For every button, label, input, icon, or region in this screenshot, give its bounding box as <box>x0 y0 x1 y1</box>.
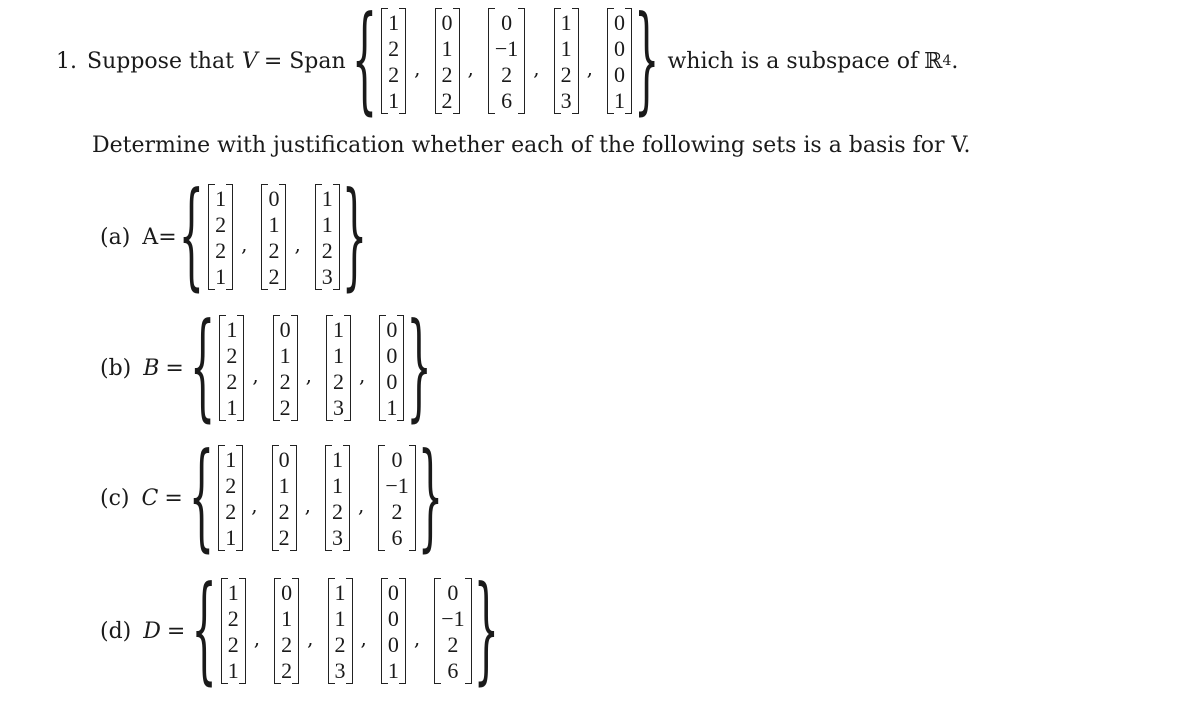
set-name: A <box>142 224 159 250</box>
vector-entry: 0 <box>614 10 625 35</box>
right-brace: } <box>634 0 660 128</box>
span-set <box>351 0 660 128</box>
problem-number: 1. <box>56 48 77 74</box>
separator-comma: , <box>467 56 474 80</box>
column-vector <box>315 184 340 290</box>
column-vector <box>221 578 246 684</box>
vector-entry: 0 <box>391 447 403 472</box>
column-vector <box>381 8 406 114</box>
vector-entry: 3 <box>331 525 343 550</box>
vector-entry: −1 <box>441 606 465 631</box>
separator-comma: , <box>414 56 421 80</box>
vector-entry: 3 <box>334 658 346 683</box>
part-c <box>100 431 444 565</box>
vector-entry: 1 <box>331 447 343 472</box>
vector-entry: 0 <box>281 580 293 605</box>
column-vector <box>328 578 353 684</box>
vector-entry: 3 <box>560 88 572 113</box>
vector-entry: 1 <box>278 473 290 498</box>
vector-entry: 1 <box>226 317 238 342</box>
vector-entry: 2 <box>560 62 572 87</box>
column-vector <box>208 184 233 290</box>
space-exponent: 4 <box>942 53 952 69</box>
separator-comma: , <box>307 626 314 650</box>
vector-entry: 0 <box>501 10 513 35</box>
set-b-vectors <box>189 301 432 435</box>
space-symbol: ℝ <box>924 48 943 74</box>
vector-entry: 2 <box>268 264 280 289</box>
vector-entry: 1 <box>388 10 400 35</box>
part-label: (d) <box>100 618 132 644</box>
var-v: V <box>241 48 258 74</box>
vector-entry: 0 <box>441 10 453 35</box>
vector-entry: 2 <box>501 62 513 87</box>
vector-entry: 2 <box>333 369 345 394</box>
vector-entry: 6 <box>447 658 459 683</box>
vector-entry: 2 <box>391 499 403 524</box>
vector-entry: 2 <box>227 632 239 657</box>
vector-entry: 2 <box>388 62 400 87</box>
vector-entry: 1 <box>268 212 280 237</box>
column-vector <box>554 8 579 114</box>
part-d <box>100 564 500 698</box>
part-b <box>100 301 432 435</box>
vector-entry: 0 <box>278 447 290 472</box>
equals-span: = Span <box>263 48 346 74</box>
period: . <box>951 48 959 74</box>
vector-entry: 2 <box>215 238 227 263</box>
vector-entry: 0 <box>279 317 291 342</box>
problem-statement <box>56 0 959 128</box>
vector-entry: 0 <box>386 317 398 342</box>
separator-comma: , <box>533 56 540 80</box>
vector-entry: 1 <box>215 264 227 289</box>
set-equals: = <box>165 355 184 381</box>
separator-comma: , <box>294 232 301 256</box>
vector-entry: 2 <box>281 658 293 683</box>
column-vector <box>261 184 286 290</box>
vector-entry: 1 <box>321 212 333 237</box>
separator-comma: , <box>251 493 258 517</box>
vector-entry: 2 <box>278 499 290 524</box>
vector-entry: 2 <box>388 36 400 61</box>
vector-entry: 2 <box>331 499 343 524</box>
set-name: C <box>141 485 159 511</box>
vector-entry: −1 <box>494 36 519 61</box>
set-name: D <box>143 618 161 644</box>
vector-entry: 2 <box>226 343 238 368</box>
vector-entry: 6 <box>501 88 513 113</box>
vector-entry: 1 <box>387 658 399 683</box>
vector-entry: 2 <box>441 88 453 113</box>
vector-entry: 0 <box>387 632 399 657</box>
vector-entry: 1 <box>215 186 227 211</box>
column-vector <box>218 445 243 551</box>
vector-entry: 1 <box>279 343 291 368</box>
part-a <box>100 170 368 304</box>
vector-entry: 2 <box>447 632 459 657</box>
vector-entry: 1 <box>334 580 346 605</box>
left-brace: { <box>351 0 378 128</box>
column-vector <box>379 315 404 421</box>
left-brace: { <box>191 564 217 698</box>
vector-entry: 1 <box>560 36 572 61</box>
separator-comma: , <box>241 232 248 256</box>
vector-entry: 2 <box>441 62 453 87</box>
vector-entry: 2 <box>225 473 237 498</box>
vector-entry: 1 <box>281 606 293 631</box>
subspace-text: which is a subspace of <box>667 48 919 74</box>
vector-entry: 2 <box>227 606 239 631</box>
left-brace: { <box>189 301 216 435</box>
vector-entry: 2 <box>268 238 280 263</box>
vector-entry: 0 <box>387 606 399 631</box>
vector-entry: 0 <box>386 369 398 394</box>
right-brace: } <box>341 170 368 304</box>
vector-entry: 3 <box>321 264 333 289</box>
vector-entry: 2 <box>279 369 291 394</box>
vector-entry: 1 <box>227 658 239 683</box>
column-vector <box>326 315 351 421</box>
right-brace: } <box>417 431 444 565</box>
left-brace: { <box>178 170 205 304</box>
vector-entry: 1 <box>333 343 345 368</box>
vector-entry: 1 <box>333 317 345 342</box>
instruction-text: Determine with justification whether each of the following sets is a basis for V. <box>92 133 971 158</box>
vector-entry: 2 <box>215 212 227 237</box>
right-brace: } <box>406 301 432 435</box>
vector-entry: 0 <box>614 62 625 87</box>
vector-entry: 3 <box>333 395 345 420</box>
separator-comma: , <box>253 626 261 650</box>
separator-comma: , <box>413 626 421 650</box>
vector-entry: 2 <box>225 499 237 524</box>
column-vector <box>272 445 297 551</box>
column-vector <box>435 8 460 114</box>
problem-intro: Suppose that <box>87 48 234 74</box>
set-equals: = <box>166 618 186 644</box>
vector-entry: 0 <box>386 343 398 368</box>
vector-entry: 1 <box>386 395 398 420</box>
column-vector <box>273 315 298 421</box>
column-vector <box>325 445 350 551</box>
vector-entry: 0 <box>447 580 459 605</box>
separator-comma: , <box>252 363 259 387</box>
vector-entry: 1 <box>225 447 237 472</box>
vector-entry: 1 <box>614 88 625 113</box>
vector-entry: 1 <box>441 36 453 61</box>
vector-entry: 2 <box>279 395 291 420</box>
set-a-vectors <box>178 170 368 304</box>
left-brace: { <box>188 431 215 565</box>
separator-comma: , <box>304 493 311 517</box>
vector-entry: 1 <box>388 88 400 113</box>
part-label: (a) <box>100 224 131 250</box>
column-vector <box>219 315 244 421</box>
vector-entry: 2 <box>281 632 293 657</box>
part-label: (c) <box>100 485 130 511</box>
vector-entry: 6 <box>391 525 403 550</box>
vector-entry: −1 <box>385 473 409 498</box>
vector-entry: 2 <box>334 632 346 657</box>
column-vector <box>434 578 471 684</box>
set-name: B <box>143 355 160 381</box>
vector-entry: 1 <box>321 186 333 211</box>
separator-comma: , <box>586 56 593 80</box>
vector-entry: 0 <box>268 186 280 211</box>
vector-entry: 0 <box>387 580 399 605</box>
part-label: (b) <box>100 355 132 381</box>
set-equals: = <box>164 485 183 511</box>
vector-entry: 0 <box>614 36 625 61</box>
set-d-vectors <box>191 564 500 698</box>
vector-entry: 2 <box>226 369 238 394</box>
vector-entry: 2 <box>321 238 333 263</box>
vector-entry: 2 <box>278 525 290 550</box>
column-vector <box>274 578 299 684</box>
column-vector <box>381 578 406 684</box>
column-vector <box>378 445 415 551</box>
vector-entry: 1 <box>560 10 572 35</box>
vector-entry: 1 <box>334 606 346 631</box>
vector-entry: 1 <box>227 580 239 605</box>
vector-entry: 1 <box>331 473 343 498</box>
vector-entry: 1 <box>225 525 237 550</box>
separator-comma: , <box>360 626 367 650</box>
column-vector <box>488 8 525 114</box>
separator-comma: , <box>357 493 365 517</box>
vector-entry: 1 <box>226 395 238 420</box>
column-vector <box>607 8 632 114</box>
set-equals: = <box>158 224 177 250</box>
separator-comma: , <box>359 363 366 387</box>
separator-comma: , <box>305 363 313 387</box>
right-brace: } <box>473 564 500 698</box>
set-c-vectors <box>188 431 444 565</box>
